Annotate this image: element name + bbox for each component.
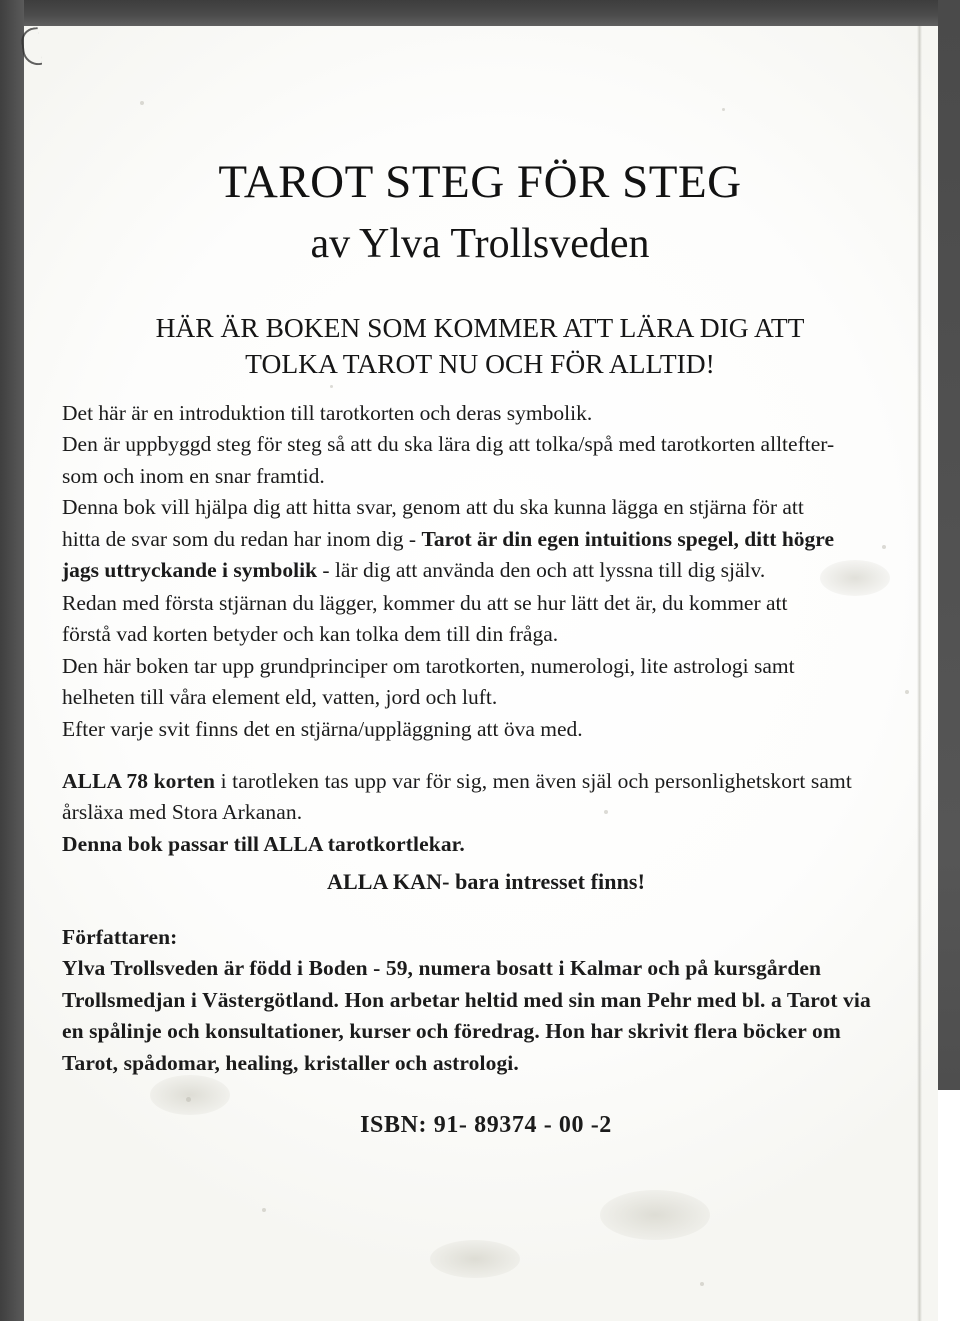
- second-line-2: förstå vad korten betyder och kan tolka dem till din fråga.: [62, 622, 559, 647]
- cards-count-emphasis: ALLA 78 korten: [62, 769, 216, 793]
- second-line-4: helheten till våra element eld, vatten, jord och luft.: [62, 685, 498, 710]
- intro-line-2: Den är uppbyggd steg för steg så att du ska lära dig att tolka/spå med tarotkorten alltefter-: [62, 432, 835, 457]
- slogan-line: ALLA KAN- bara intresset finns!: [326, 869, 646, 894]
- author-bio-line-1: Ylva Trollsveden är född i Boden - 59, numera bosatt i Kalmar och på kursgården: [62, 956, 822, 981]
- cards-paragraph: [62, 766, 910, 860]
- intro-line-5: [62, 524, 910, 555]
- page-title: TAROT STEG FÖR STEG: [218, 156, 742, 208]
- author-bio-line-4: Tarot, spådomar, healing, kristaller och astrologi.: [62, 1050, 519, 1075]
- intro-line-4: Denna bok vill hjälpa dig att hitta svar, genom att du ska kunna lägga en stjärna för att: [62, 495, 804, 520]
- author-bio-block: [62, 922, 910, 1079]
- author-bio-line-2: Trollsmedjan i Västergötland. Hon arbetar heltid med sin man Pehr med bl. a Tarot via: [62, 987, 871, 1012]
- intro-line-1: Det här är en introduktion till tarotkorten och deras symbolik.: [62, 401, 593, 425]
- second-paragraph: [62, 588, 910, 714]
- author-bio-line-3: en spålinje och konsultationer, kurser och föredrag. Hon har skrivit flera böcker om: [62, 1019, 841, 1044]
- intro-emphasis-part-2: jags uttryckande i symbolik: [62, 558, 318, 583]
- intro-paragraph: [62, 398, 910, 587]
- cards-line-1: [62, 766, 910, 797]
- second-line-3: Den här boken tar upp grundprinciper om tarotkorten, numerologi, lite astrologi samt: [62, 653, 795, 678]
- author-byline: av Ylva Trollsveden: [310, 221, 650, 267]
- second-line-1: Redan med första stjärnan du lägger, kommer du att se hur lätt det är, du kommer att: [62, 591, 788, 615]
- subtitle-line-2: TOLKA TAROT NU OCH FÖR ALLTID!: [245, 348, 715, 380]
- intro-line-6: [62, 555, 910, 586]
- author-bio-heading: Författaren:: [62, 925, 178, 949]
- practice-line-1: Efter varje svit finns det en stjärna/uppläggning att öva med.: [62, 717, 583, 741]
- cards-line-3: Denna bok passar till ALLA tarotkortlekar.: [62, 831, 465, 856]
- cards-line-1-plain: i tarotleken tas upp var för sig, men även själ och personlighetskort samt: [215, 769, 852, 793]
- intro-line-5-plain: hitta de svar som du redan har inom dig -: [62, 526, 422, 551]
- subtitle-line-1: HÄR ÄR BOKEN SOM KOMMER ATT LÄRA DIG ATT: [155, 312, 805, 343]
- cards-line-2: årsläxa med Stora Arkanan.: [62, 800, 303, 825]
- intro-emphasis-part-1: Tarot är din egen intuitions spegel, ditt högre: [421, 526, 834, 551]
- subtitle: [0, 310, 960, 383]
- isbn-line: ISBN: 91- 89374 - 00 -2: [360, 1112, 612, 1138]
- practice-paragraph: [62, 714, 910, 745]
- intro-line-3: som och inom en snar framtid.: [62, 463, 325, 488]
- intro-line-6-plain: - lär dig att använda den och att lyssna till dig själv.: [317, 558, 766, 583]
